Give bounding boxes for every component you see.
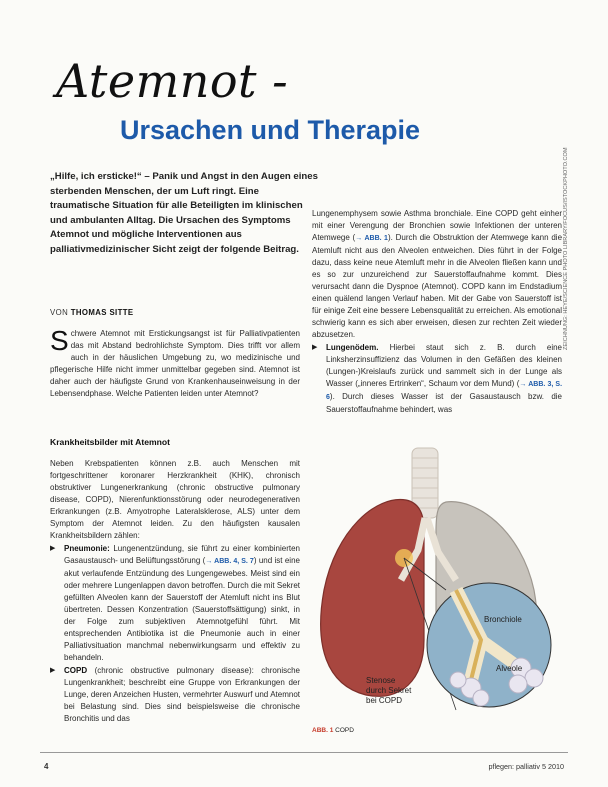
- figure-reference: → ABB. 3, S. 6: [326, 381, 563, 401]
- bullet-text-after: ). Durch dieses Wasser ist der Gasaustausch bzw. die Sauerstoffaufnahme behindert, was: [326, 392, 562, 414]
- figure-reference: → ABB. 4, S. 7: [205, 558, 254, 565]
- bullet-term: Lungenödem.: [326, 343, 379, 352]
- footer-divider: [40, 752, 568, 753]
- bullet-term: Pneumonie:: [64, 544, 110, 553]
- bullet-arrow-icon: ▶: [50, 545, 56, 552]
- figure-reference: → ABB. 1: [355, 235, 388, 242]
- article-subtitle: Ursachen und Therapie: [120, 115, 421, 145]
- journal-name: pflegen: palliativ 5 2010: [488, 762, 564, 771]
- bullet-text: Hierbei staut sich z. B. durch eine Linksherzinsuffizienz das Volumen in den Gefäßen des kleinen (Lungen-)Kreislaufs zurück und sammelt sich in der Lunge als Wasser („inneres Ertrinken“, Schaum vor dem Mund) (: [326, 343, 562, 388]
- bullet-text: (chronic obstructive pulmonary disease): chronische Lungenkrankheit; beschreibt eine Gruppe von Erkrankungen der Lunge, deren Anzeichen Husten, vermehrter Auswurf und Atemnot bei Belastung sind. Dies sind beispielsweise die chronische Bronchitis und das: [64, 666, 300, 723]
- article-title: Atemnot -: [56, 54, 289, 108]
- lead-paragraph: „Hilfe, ich ersticke!“ – Panik und Angst in den Augen eines sterbenden Menschen, der um Luft ringt. Eine traumatische Situation für alle Beteiligten im klinischen und ambulanten Alltag. Die Ursachen des Symptoms Atemnot und mögliche Interventionen aus palliativmedizinischer Sicht zeigt der folgende Beitrag.: [50, 171, 318, 255]
- bullet-text: Lungenentzündung, sie führt zu einer kombinierten Gasaustausch- und Belüftungsstörung (: [64, 544, 300, 565]
- column2-text-start: Lungenemphysem sowie Asthma bronchiale. Eine COPD geht einher mit einer Verengung der Bronchien sowie Infektionen der unteren Atemwege (: [312, 209, 562, 242]
- author-name: THOMAS SITTE: [70, 308, 134, 317]
- label-bronchiole: Bronchiole: [484, 615, 522, 624]
- author-prefix: VON: [50, 308, 69, 317]
- bullet-text-after: ) und ist eine akut verlaufende Entzündung des Lungengewebes. Meist sind ein oder mehrere Lungenlappen davon betroffen. Durch die mit Sekret gefüllten Alveolen kann der Sauerstoff der Atemluft nicht ins Blut übertreten. Dessen Konzentration (Sauerstoffsättigung) sinkt, in der Folge zum subjektiven Atemnotgefühl führt. Mit entsprechenden Antibiotika ist die Pneumonie auch in einer Palliativsituation manchmal nebenwirkungsarm und effektiv zu behandeln.: [64, 556, 300, 662]
- section-heading: Krankheitsbilder mit Atemnot: [50, 437, 171, 447]
- lung-diagram: [306, 440, 561, 720]
- column2-paragraph: [312, 208, 562, 341]
- label-alveole: Alveole: [496, 664, 523, 673]
- lung-illustration: [306, 440, 561, 720]
- intro-paragraph: [50, 325, 300, 400]
- caption-label: ABB. 1: [312, 727, 334, 734]
- bullet-lungenoedem: [312, 342, 562, 416]
- image-credit: ZEICHNUNG: HEYE/SCIENCE PHOTO LIBRARY/FOCUS/ISTOCKPHOTO.COM: [563, 147, 569, 350]
- column-left: [50, 458, 300, 725]
- bullet-arrow-icon: ▶: [50, 667, 56, 674]
- column2-text-end: ). Durch die Obstruktion der Atemwege kann die Atemluft nicht aus den Alveolen entweichen. Dies führt in der Folge dazu, dass keine neue Atemluft mehr in die Alveolen fließen kann und es so zur unzureichend zur Sauerstoffaufnahme kommt. Dies verursacht dann die Dyspnoe (Atemnot). COPD kann im Endstadium einen quälend langen Verlauf haben. Mit der Gabe von Sauerstoff ist für einige Zeit eine bessere Lebensqualität zu erreichen. Als emotional schwierig kann es sich aber erweisen, diesen zur rechten Zeit wieder abzusetzen.: [312, 233, 563, 339]
- bullet-pneumonie: [50, 543, 300, 664]
- intro-text: chwere Atemnot mit Erstickungsangst ist für Palliativpatienten das mit Abstand bedrohlichste Symptom. Dies trifft vor allem auch in der häuslichen Umgebung zu, wo medizinische und pflegerische Hilfe nicht immer unmittelbar gegeben sind. Atemnot ist daher auch der häufigste Grund von Krankenhauseinweisung in der Lebensendphase. Welche Patienten leiden unter Atemnot?: [50, 329, 300, 398]
- bullet-term: COPD: [64, 666, 88, 675]
- left-lung: [321, 500, 424, 697]
- label-stenose: Stenose durch Sekret bei COPD: [366, 676, 412, 705]
- bullet-arrow-icon: ▶: [312, 344, 318, 351]
- section-paragraph: Neben Krebspatienten können z.B. auch Menschen mit fortgeschrittener koronarer Herzkrankheit (KHK), chronisch obstruktiver Lungenerkrankung (chronic obstructive pulmonary disease, COPD), Nierenfunktionsstörung oder neurodegenerativen Erkrankungen (z.B. Amyotrophe Lateralsklerose, ALS) unter dem Symptom der Atemnot leiden. Zu den häufigsten kausalen Krankheitsbildern zählen:: [50, 459, 300, 540]
- figure-caption: [312, 727, 354, 734]
- caption-text: COPD: [335, 727, 354, 734]
- page-number: 4: [44, 762, 49, 771]
- bullet-copd: [50, 665, 300, 725]
- column-right: [312, 208, 562, 416]
- drop-cap: S: [50, 325, 69, 356]
- author-line: [50, 308, 134, 317]
